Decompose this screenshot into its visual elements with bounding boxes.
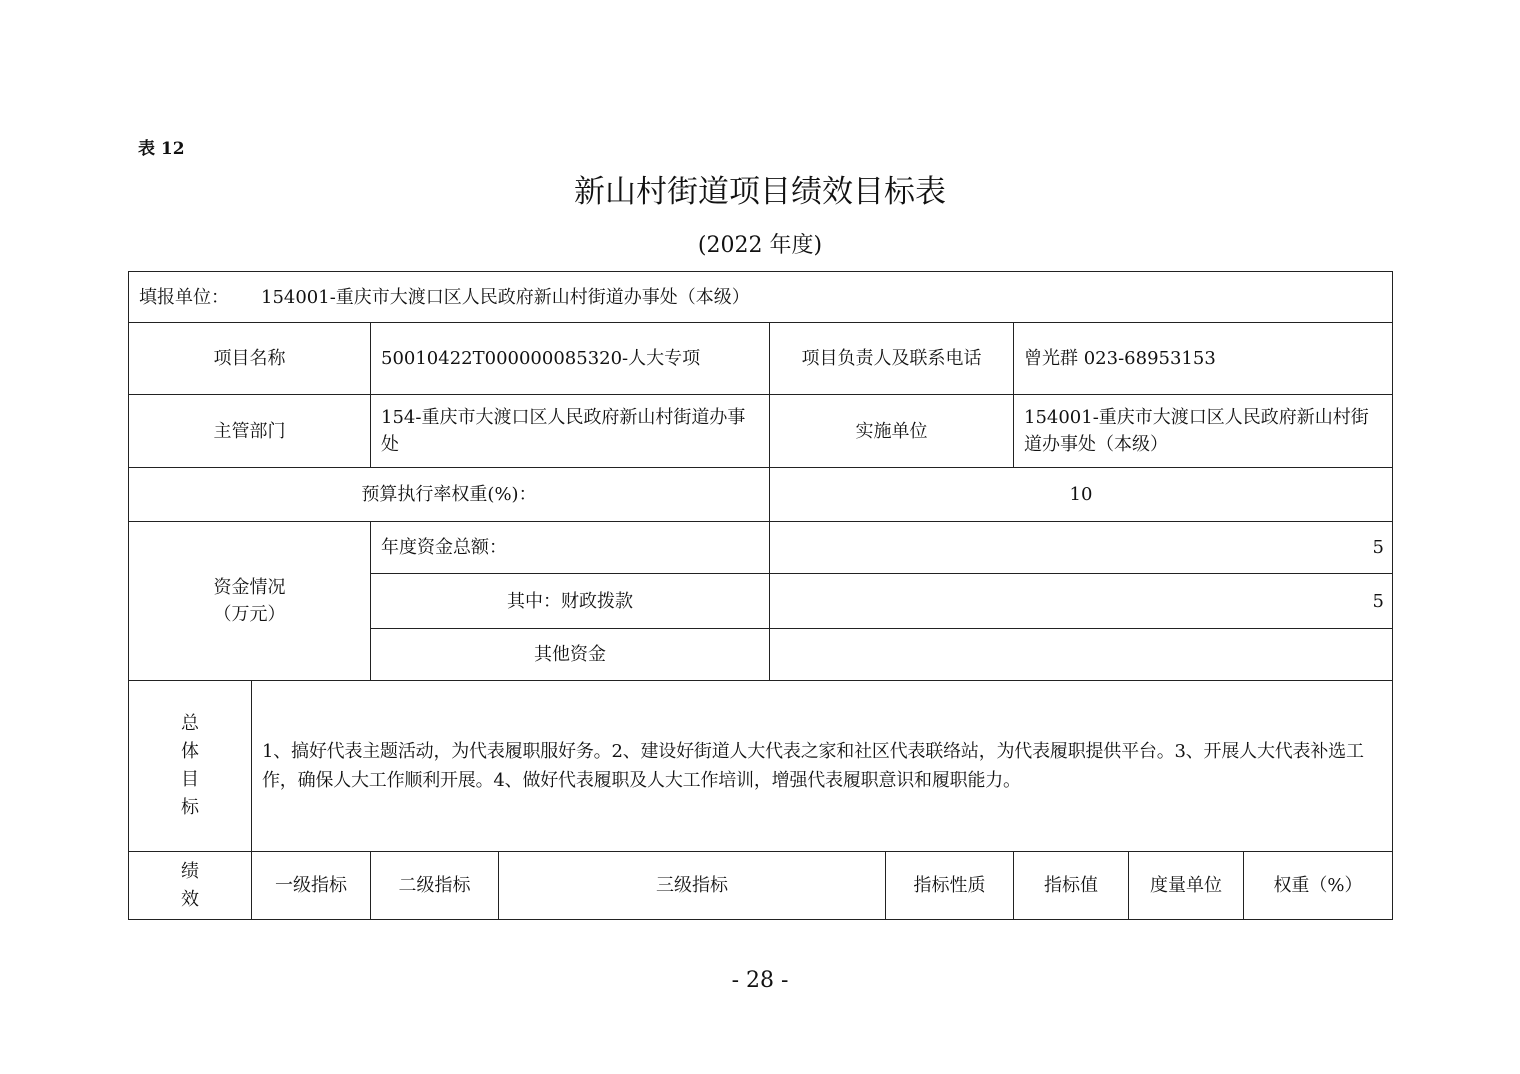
col-level2-indicator: 二级指标: [371, 852, 499, 919]
reporting-unit-value: 154001-重庆市大渡口区人民政府新山村街道办事处（本级）: [261, 286, 750, 308]
project-name-value: 50010422T000000085320-人大专项: [371, 323, 770, 395]
reporting-unit-row: [129, 272, 1392, 323]
funds-label: [129, 522, 371, 681]
overall-goal-char: 标: [181, 797, 199, 818]
reporting-unit-label: 填报单位：: [139, 286, 229, 308]
funds-label-line1: 资金情况: [213, 577, 286, 598]
col-measure-unit: 度量单位: [1129, 852, 1244, 919]
col-indicator-nature: 指标性质: [886, 852, 1014, 919]
performance-label: [129, 852, 252, 919]
annual-funds-label: 年度资金总额：: [371, 522, 770, 574]
impl-unit-label: 实施单位: [770, 395, 1014, 468]
col-weight: 权重（%）: [1273, 875, 1363, 896]
col-indicator-value: 指标值: [1014, 852, 1129, 919]
performance-table: [128, 271, 1393, 920]
annual-funds-value: 5: [770, 522, 1392, 574]
fiscal-funds-label: 其中：财政拨款: [371, 574, 770, 629]
other-funds-value: [770, 629, 1392, 681]
overall-goal-text: 1、搞好代表主题活动，为代表履职服好务。2、建设好街道人大代表之家和社区代表联络站，为代表履职提供平台。3、开展人大代表补选工作，确保人大工作顺利开展。4、做好代表履职及人大工作培训，增强代表履职意识和履职能力。: [252, 681, 1392, 852]
budget-rate-value: 10: [770, 468, 1392, 522]
col-level3-indicator: 三级指标: [499, 852, 886, 919]
dept-label: 主管部门: [129, 395, 371, 468]
table-label: 表 12: [138, 139, 185, 159]
page-number: - 28 -: [731, 968, 789, 993]
page-subtitle: (2022 年度): [697, 233, 823, 258]
overall-goal-char: 总: [181, 713, 199, 734]
project-contact-value: 曾光群 023-68953153: [1014, 323, 1392, 395]
overall-goal-char: 体: [181, 741, 199, 762]
other-funds-label: 其他资金: [371, 629, 770, 681]
fiscal-funds-value: 5: [770, 574, 1392, 629]
overall-goal-char: 目: [181, 769, 199, 790]
project-name-label: 项目名称: [129, 323, 371, 395]
budget-rate-label: 预算执行率权重(%)：: [129, 468, 770, 522]
performance-char: 绩: [181, 860, 199, 882]
page-title: 新山村街道项目绩效目标表: [574, 174, 946, 210]
funds-label-line2: （万元）: [213, 604, 286, 625]
col-level1-indicator: 一级指标: [252, 852, 371, 919]
dept-value: 154-重庆市大渡口区人民政府新山村街道办事处: [371, 395, 770, 468]
performance-char: 效: [181, 888, 199, 910]
impl-unit-value: 154001-重庆市大渡口区人民政府新山村街道办事处（本级）: [1014, 395, 1392, 468]
overall-goal-label: [129, 681, 252, 852]
project-contact-label: 项目负责人及联系电话: [770, 323, 1014, 395]
